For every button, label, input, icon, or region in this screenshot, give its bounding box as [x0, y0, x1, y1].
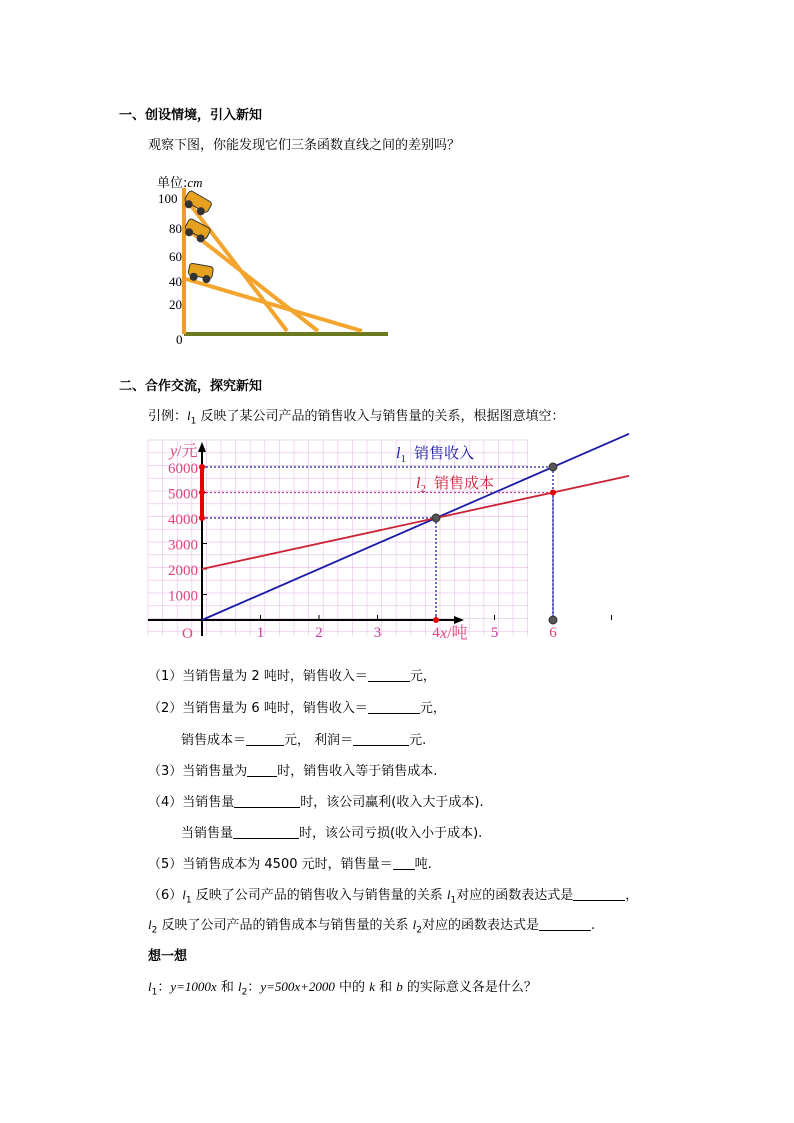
fig1-tick-40: 40 — [169, 274, 182, 289]
question-1: （1）当销售量为 2 吨时，销售收入＝ 元， — [148, 669, 436, 684]
data-point — [432, 514, 440, 522]
grid — [148, 440, 528, 636]
section1-question: 观察下图，你能发现它们三条函数直线之间的差别吗？ — [148, 138, 461, 153]
answer-blank[interactable] — [233, 826, 299, 839]
answer-blank[interactable] — [246, 733, 284, 746]
answer-blank[interactable] — [247, 764, 277, 777]
x-tick-label: 3 — [373, 625, 382, 641]
data-point — [199, 464, 205, 470]
question-2b: 销售成本＝ 元， 利润＝ 元. — [181, 733, 427, 748]
x-axis-arrow — [454, 616, 464, 624]
answer-blank[interactable] — [393, 857, 415, 870]
answer-blank[interactable] — [368, 701, 420, 714]
data-point — [433, 617, 439, 623]
data-point — [549, 463, 557, 471]
fig1-tick-20: 20 — [169, 297, 182, 312]
car-icon — [182, 218, 211, 244]
y-tick-label: 2000 — [168, 563, 198, 579]
answer-blank[interactable] — [368, 669, 410, 682]
x-tick-label: 6 — [549, 625, 557, 641]
y-axis-arrow — [198, 442, 206, 452]
sales-chart — [148, 440, 557, 645]
series-label-2: $l_2$ 销售成本 — [416, 474, 494, 495]
question-4b: 当销售量 时，该公司亏损(收入小于成本). — [181, 826, 483, 841]
x-tick-label: 4 — [432, 625, 440, 641]
x-tick-label: 1 — [256, 625, 265, 641]
y-tick-label: 3000 — [168, 537, 198, 554]
origin-label: O — [182, 626, 193, 642]
think-heading: 想一想 — [148, 949, 188, 964]
answer-blank[interactable] — [234, 795, 300, 808]
answer-blank[interactable] — [573, 888, 625, 901]
section1-heading: 一、创设情境，引入新知 — [119, 108, 263, 123]
data-point — [199, 490, 205, 496]
question-6b: $l_2$ 反映了公司产品的销售成本与销售量的关系 $l_2$对应的函数表达式是 . — [148, 917, 596, 936]
unit-label: 单位:cm — [157, 175, 203, 191]
y-tick-label: 5000 — [168, 486, 198, 503]
question-4: （4）当销售量 时，该公司赢利(收入大于成本). — [148, 795, 484, 810]
x-tick-label: 5 — [490, 625, 499, 641]
question-5: （5）当销售成本为 4500 元时，销售量＝ 吨. — [148, 857, 432, 872]
section2-intro: 引例：$l_1$ 反映了某公司产品的销售收入与销售量的关系，根据图意填空： — [148, 408, 565, 427]
y-tick-label: 6000 — [168, 461, 198, 477]
think-question: $l_1$：y=1000x 和 $l_2$：y=500x+2000 中的 k 和 b 的实际意义各是什么？ — [148, 979, 537, 998]
fig1-tick-0: 0 — [176, 332, 183, 347]
x-axis-label: x/吨 — [440, 625, 468, 642]
question-3: （3）当销售量为 时，销售收入等于销售成本. — [148, 764, 438, 779]
data-point — [199, 515, 205, 521]
section2-heading: 二、合作交流，探究新知 — [119, 379, 263, 394]
data-point — [550, 490, 556, 496]
fig1-tick-100: 100 — [158, 191, 178, 206]
fig1-slope-3 — [186, 279, 362, 331]
answer-blank[interactable] — [353, 733, 409, 746]
fig1-tick-60: 60 — [169, 249, 182, 264]
y-axis-label: y/元 — [170, 443, 198, 460]
question-2: （2）当销售量为 6 吨时，销售收入＝ 元， — [148, 701, 446, 716]
series-label-1: $l_1$ 销售收入 — [396, 444, 474, 465]
question-6: $(6)l_1$ 反映了公司产品的销售收入与销售量的关系 $l_1$对应的函数表达式是 ， — [148, 887, 639, 906]
data-point — [549, 616, 557, 624]
y-tick-label: 4000 — [168, 512, 198, 528]
x-tick-label: 2 — [315, 625, 323, 641]
y-tick-label: 1000 — [168, 588, 198, 605]
fig1-tick-80: 80 — [169, 221, 182, 236]
answer-blank[interactable] — [539, 918, 591, 931]
